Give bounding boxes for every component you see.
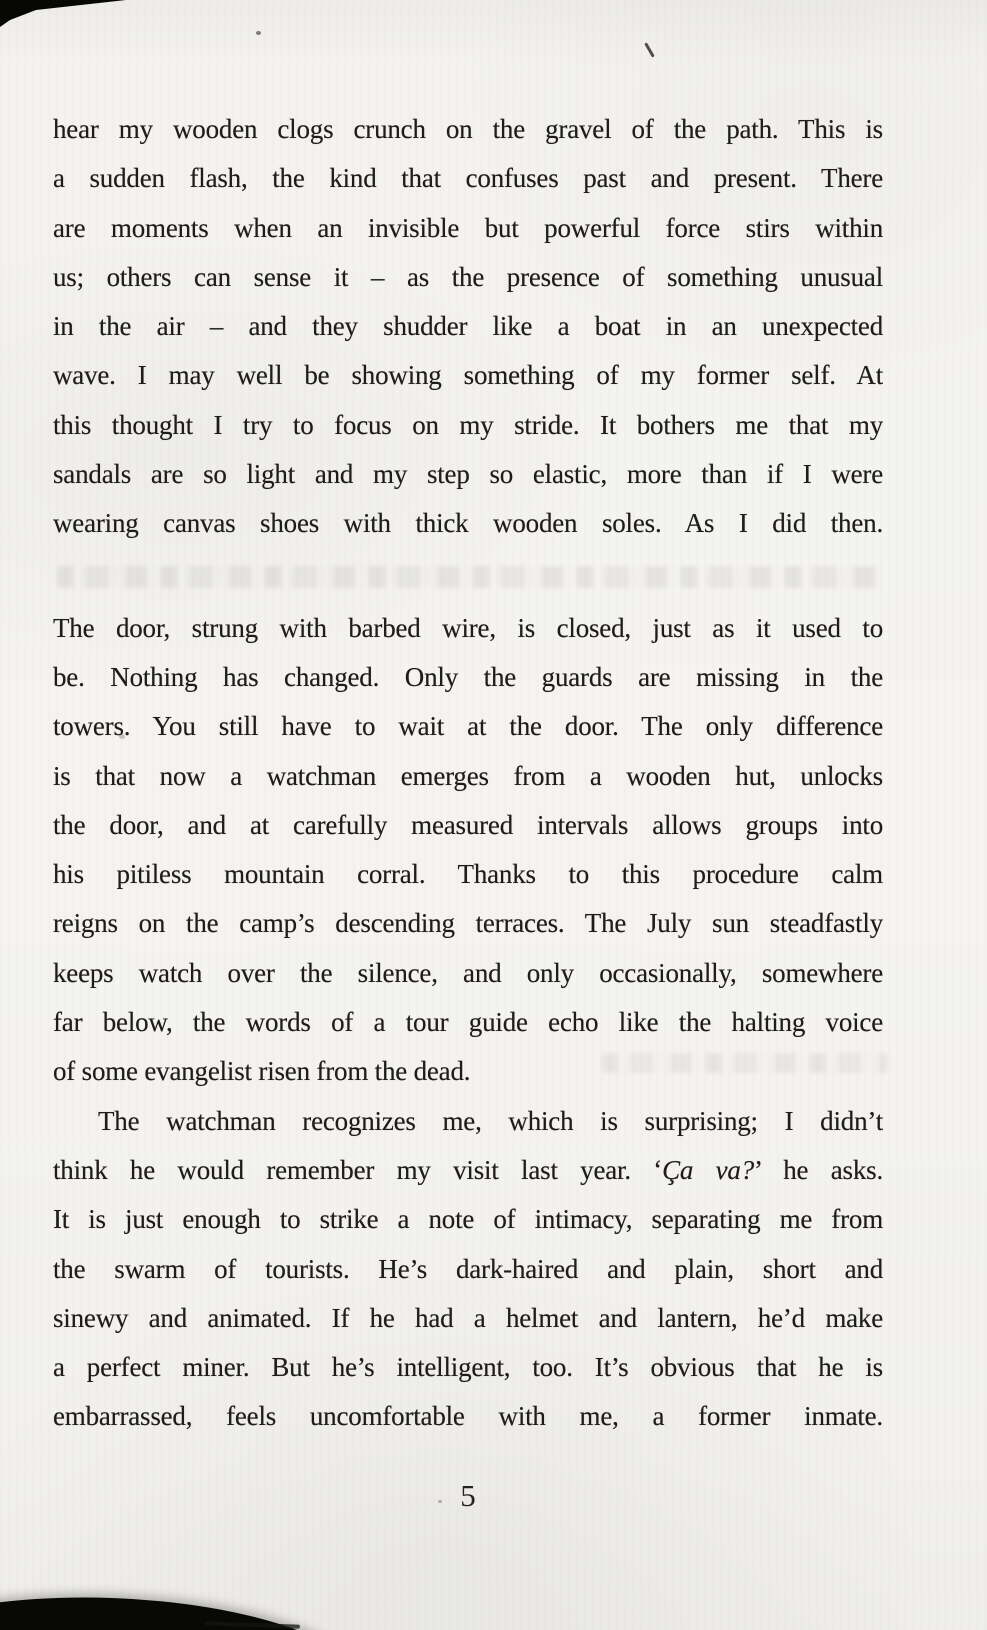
paragraph — [53, 1097, 883, 1442]
text-line: of some evangelist risen from the dead. — [53, 1056, 471, 1087]
text-line: are moments when an invisible but powerful force stirs within — [53, 212, 883, 243]
text-line: think he would remember my visit last year. ‘Ça va?’ he asks. — [53, 1154, 883, 1185]
text-line: sandals are so light and my step so elastic, more than if I were — [53, 459, 883, 490]
stray-mark — [644, 42, 655, 57]
page-text — [53, 105, 883, 1442]
text-line: his pitiless mountain corral. Thanks to this procedure calm — [53, 859, 883, 890]
text-line: reigns on the camp’s descending terraces. The July sun steadfastly — [53, 908, 883, 939]
scan-left-edge-line-artifact — [0, 0, 3, 606]
text-line: is that now a watchman emerges from a wooden hut, unlocks — [53, 760, 883, 791]
text-line: in the air – and they shudder like a boat in an unexpected — [53, 311, 883, 342]
text-line: far below, the words of a tour guide echo like the halting voice — [53, 1007, 883, 1038]
text-line: wearing canvas shoes with thick wooden soles. As I did then. — [53, 508, 883, 539]
text-line: us; others can sense it – as the presence of something unusual — [53, 261, 883, 292]
text-line: hear my wooden clogs crunch on the gravel of the path. This is — [53, 114, 883, 144]
scan-corner-top-left-artifact — [0, 0, 132, 30]
text-line: the door, and at carefully measured intervals allows groups into — [53, 809, 883, 840]
text-line: this thought I try to focus on my stride. It bothers me that my — [53, 409, 883, 440]
text-line: be. Nothing has changed. Only the guards are missing in the — [53, 661, 883, 692]
speck-dot — [256, 31, 261, 35]
italic-phrase: Ça va? — [662, 1154, 755, 1185]
text-line: It is just enough to strike a note of intimacy, separating me from — [53, 1204, 883, 1235]
text-line: a perfect miner. But he’s intelligent, too. It’s obvious that he is — [53, 1352, 883, 1383]
text-line: embarrassed, feels uncomfortable with me, a former inmate. — [53, 1401, 883, 1432]
text-line: keeps watch over the silence, and only occasionally, somewhere — [53, 957, 883, 988]
text-line: the swarm of tourists. He’s dark-haired and plain, short and — [53, 1253, 883, 1284]
page-number: 5 — [460, 1478, 476, 1513]
paragraph — [53, 604, 883, 1097]
text-line: wave. I may well be showing something of my former self. At — [53, 360, 883, 391]
text-line: The door, strung with barbed wire, is closed, just as it used to — [53, 612, 883, 643]
scan-corner-bottom-left-artifact — [0, 1589, 371, 1630]
text-line: a sudden flash, the kind that confuses past and present. There — [53, 163, 883, 194]
text-line: towers. You still have to wait at the door. The only difference — [53, 711, 883, 742]
text-line: sinewy and animated. If he had a helmet and lantern, he’d make — [53, 1302, 883, 1333]
paragraph — [53, 105, 883, 549]
text-line: The watchman recognizes me, which is surprising; I didn’t — [98, 1105, 883, 1136]
